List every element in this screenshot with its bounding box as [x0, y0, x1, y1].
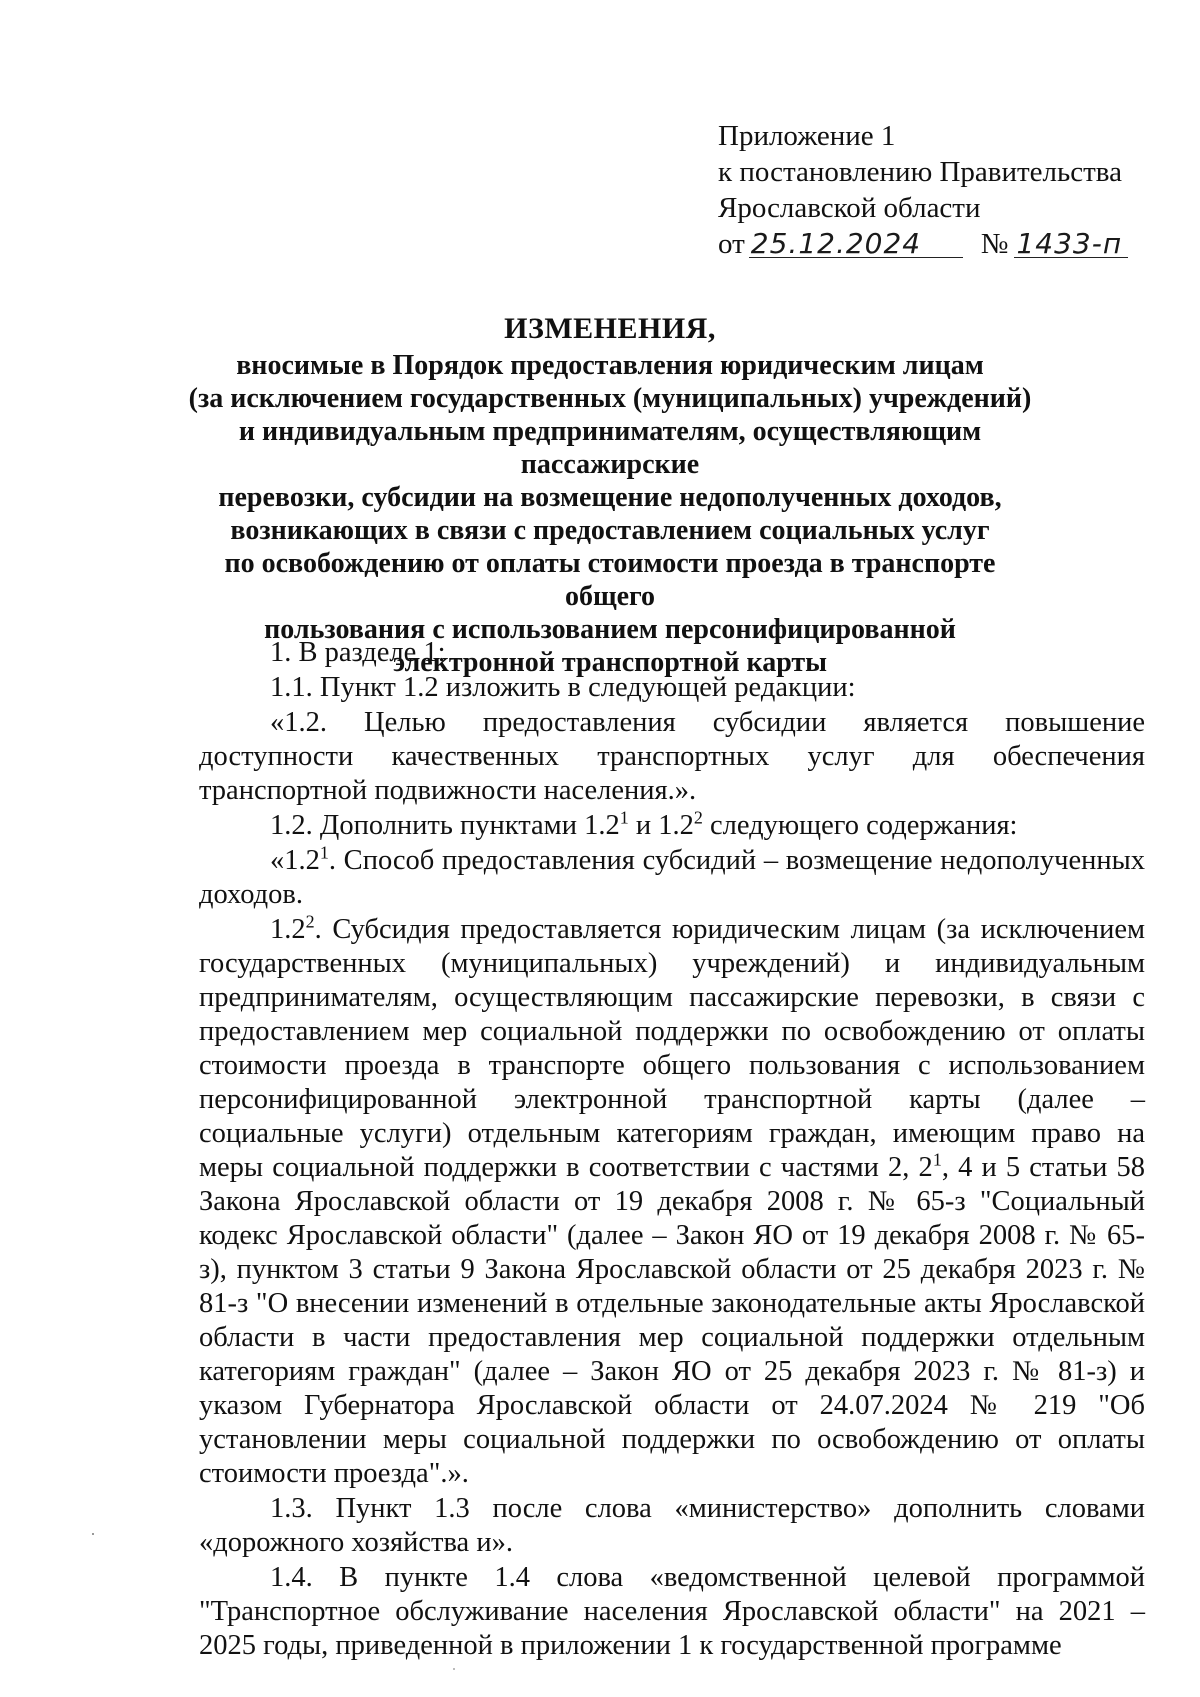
handwritten-number: 1433-п: [1014, 231, 1128, 258]
appendix-header: [718, 118, 1128, 262]
superscript: 1: [319, 842, 329, 863]
title-line-1: вносимые в Порядок предоставления юридическим лицам: [236, 350, 984, 381]
text-span: следующего содержания:: [702, 810, 1018, 841]
title-line-3: и индивидуальным предпринимателям, осуществляющим пассажирские: [238, 416, 982, 480]
date-prefix: от: [718, 228, 745, 260]
paragraph-1-4: 1.4. В пункте 1.4 слова «ведомственной целевой программой "Транспортное обслуживание населения Ярославской области" на 2021 – 2025 годы, приведенной в приложении 1 к государственной программе: [199, 1562, 1145, 1661]
text-span: «1.2: [270, 845, 320, 876]
paragraph-1-2-quote: «1.2. Целью предоставления субсидии является повышение доступности качественных транспортных услуг для обеспечения транспортной подвижности населения.».: [199, 707, 1145, 806]
superscript: 1: [619, 807, 629, 828]
appendix-line-2: к постановлению Правительства: [718, 156, 1122, 188]
text-span: . Способ предоставления субсидий – возмещение недополученных доходов.: [199, 845, 1145, 910]
paragraph-1: 1. В разделе 1:: [270, 637, 446, 668]
appendix-line-1: Приложение 1: [718, 120, 896, 152]
document-body: [199, 636, 1145, 1664]
paragraph-1-2-1: [199, 844, 1145, 912]
appendix-line-3: Ярославской области: [718, 192, 981, 224]
title-line-4: перевозки, субсидии на возмещение недополученных доходов,: [218, 482, 1002, 513]
superscript: 2: [305, 911, 315, 932]
scan-speck: [92, 1533, 94, 1535]
title-main: ИЗМЕНЕНИЯ,: [504, 312, 716, 345]
title-line-6: по освобождению от оплаты стоимости проезда в транспорте общего: [224, 548, 996, 612]
title-line-7: пользования с использованием персонифицированной: [264, 614, 956, 645]
paragraph-1-2-add: [199, 809, 1145, 843]
text-span: 1.2. Дополнить пунктами 1.2: [270, 810, 620, 841]
text-span: 1.2: [270, 914, 306, 945]
title-line-5: возникающих в связи с предоставлением социальных услуг: [230, 515, 990, 546]
scan-speck: [453, 1668, 455, 1670]
paragraph-1-3: 1.3. Пункт 1.3 после слова «министерство» дополнить словами «дорожного хозяйства и».: [199, 1493, 1145, 1558]
text-span: и 1.2: [628, 810, 694, 841]
title-line-8: электронной транспортной карты: [392, 647, 828, 678]
number-sign: №: [980, 228, 1009, 260]
text-span: . Субсидия предоставляется юридическим лицам (за исключением государственных (муниципальных) учреждений) и индивидуальным предпринимателям, осуществляющим пассажирские перевозки, в связи с предоставлением мер социальной поддержки по освобождению от оплаты стоимости проезда в транспорте общего пользования с использованием персонифицированной электронной транспортной карты (далее – социальные услуги) отдельным категориям граждан, имеющим право на меры социальной поддержки в соответствии с частями 2, 2: [199, 914, 1145, 1183]
document-title: [180, 312, 1040, 679]
title-line-2: (за исключением государственных (муниципальных) учреждений): [188, 383, 1032, 414]
text-span: , 4 и 5 статьи 58 Закона Ярославской области от 19 декабря 2008 г. № 65-з "Социальный кодекс Ярославской области" (далее – Закон ЯО от 19 декабря 2008 г. № 65-з), пунктом 3 статьи 9 Закона Ярославской области от 25 декабря 2023 г. № 81-з "О внесении изменений в отдельные законодательные акты Ярославской области в части предоставления мер социальной поддержки отдельным категориям граждан" (далее – Закон ЯО от 25 декабря 2023 г. № 81-з) и указом Губернатора Ярославской области от 24.07.2024 № 219 "Об установлении меры социальной поддержки по освобождению от оплаты стоимости проезда".».: [199, 1152, 1146, 1489]
handwritten-date: 25.12.2024: [749, 231, 963, 258]
appendix-date-line: [718, 226, 1128, 262]
paragraph-1-1: 1.1. Пункт 1.2 изложить в следующей редакции:: [270, 672, 856, 703]
superscript: 2: [693, 807, 703, 828]
paragraph-1-2-2: [199, 913, 1145, 1491]
superscript: 1: [932, 1149, 942, 1170]
